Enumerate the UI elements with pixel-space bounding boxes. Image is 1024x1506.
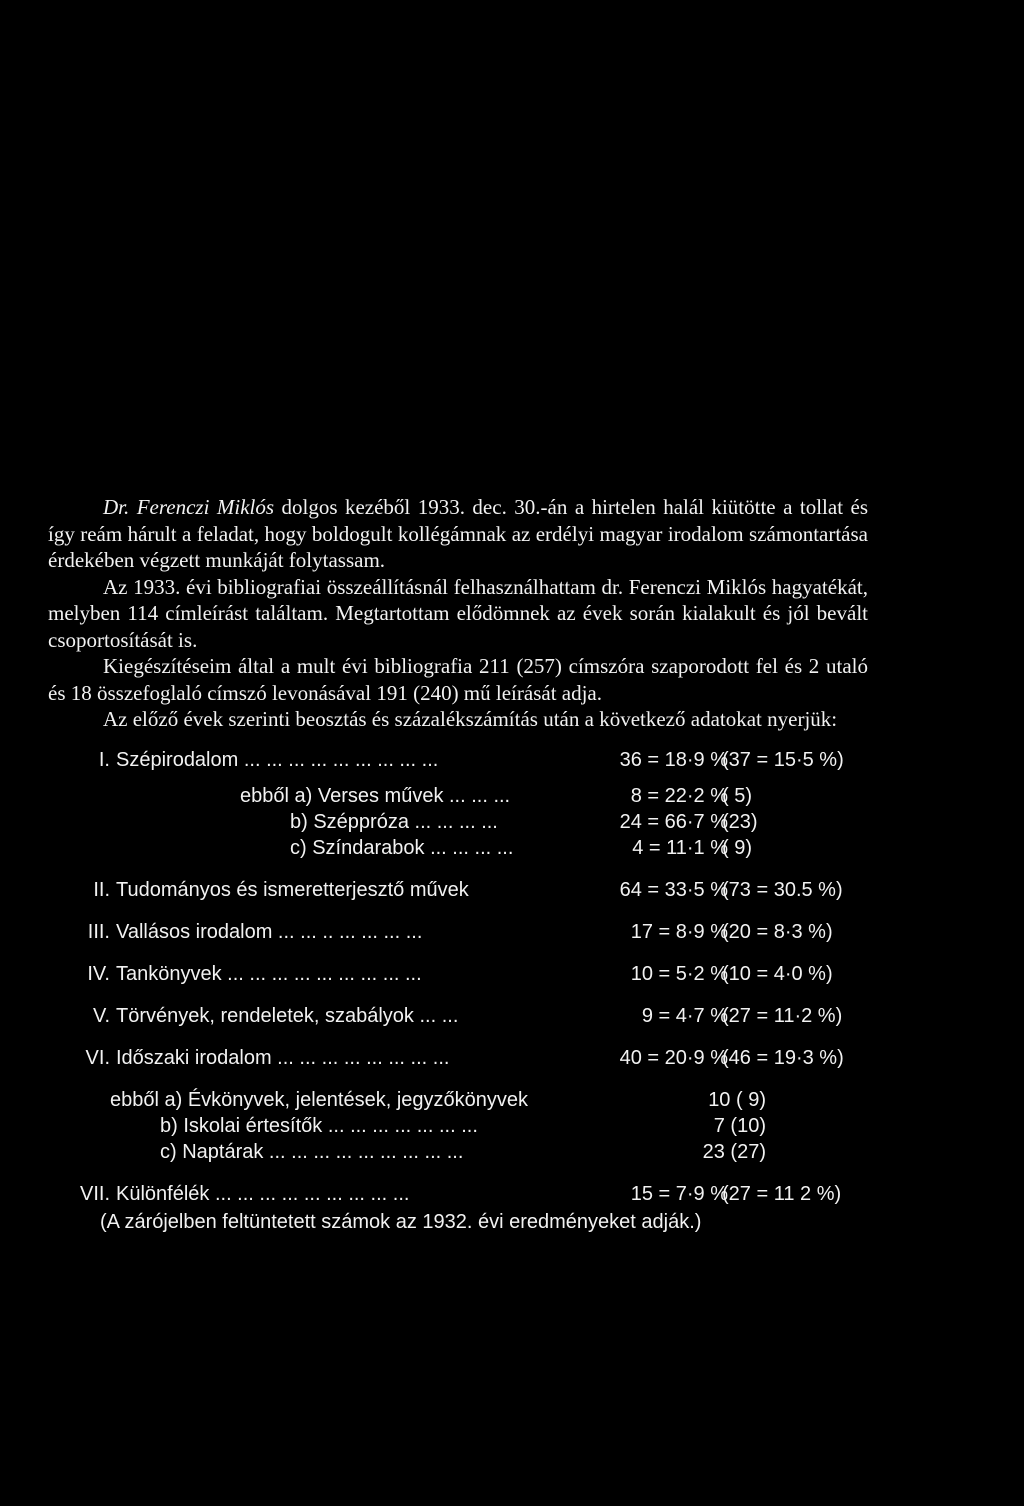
row-value: 15 = 7·9 %: [630, 1182, 728, 1205]
subrow-value: 7 (10): [713, 1114, 766, 1137]
row-value: 36 = 18·9 %: [619, 748, 728, 771]
paragraph-4: Az előző évek szerinti beosztás és százalékszámítás után a következő adatokat nyerjük:: [103, 707, 838, 731]
row-value: 17 = 8·9 %: [630, 920, 728, 943]
table-footnote: [48, 1209, 868, 1239]
row-previous: (10 = 4·0 %): [722, 962, 833, 985]
row-label: Különfélék ... ... ... ... ... ... ... ... ...: [116, 1182, 410, 1205]
row-number: III.: [87, 920, 110, 943]
subrow-value: 23 (27): [702, 1140, 766, 1163]
row-previous: (20 = 8·3 %): [722, 920, 833, 943]
paragraph-3: Kiegészítéseim által a mult évi bibliografia 211 (257) címszóra szaporodott fel és 2 utaló és 18 összefoglaló címszó levonásával 191 (240) mű leírását adja.: [48, 654, 868, 705]
row-previous: (37 = 15·5 %): [722, 748, 844, 771]
row-previous: (46 = 19·3 %): [722, 1046, 844, 1069]
subrow-value: 4 = 11·1 %: [632, 836, 728, 859]
table-subrow: [48, 1113, 868, 1139]
table-subrow: [48, 783, 868, 809]
subrow-label: c) Naptárak ... ... ... ... ... ... ... ... ...: [160, 1140, 464, 1163]
row-label: Vallásos irodalom ... ... .. ... ... ... ...: [116, 920, 423, 943]
row-label: Szépirodalom ... ... ... ... ... ... ... ... ...: [116, 748, 439, 771]
subrow-value: 24 = 66·7 %: [619, 810, 728, 833]
document-page: [48, 494, 868, 1239]
row-label: Törvények, rendeletek, szabályok ... ...: [116, 1004, 459, 1027]
table-row: [48, 919, 868, 945]
subrow-label: b) Iskolai értesítők ... ... ... ... ... ... ...: [160, 1114, 478, 1137]
statistics-table: [48, 747, 868, 1239]
paragraph-2: Az 1933. évi bibliografiai összeállításnál felhasználhattam dr. Ferenczi Miklós hagyatékát, melyben 114 címleírást találtam. Megtartottam elődömnek az évek során kialakult és jól bevált csoportosítását is.: [48, 574, 868, 652]
table-row: [48, 961, 868, 987]
subrow-previous: (23): [722, 810, 758, 833]
subrow-label: b) Széppróza ... ... ... ...: [290, 810, 498, 833]
footnote-text: (A zárójelben feltüntetett számok az 1932. évi eredményeket adják.): [100, 1210, 702, 1233]
row-number: VII.: [79, 1182, 110, 1205]
table-subrow: [48, 1087, 868, 1113]
subrow-label: c) Színdarabok ... ... ... ...: [290, 836, 514, 859]
row-value: 40 = 20·9 %: [619, 1046, 728, 1069]
row-previous: (27 = 11·2 %): [722, 1004, 843, 1027]
table-row: [48, 1181, 868, 1207]
subrow-label: ebből a) Évkönyvek, jelentések, jegyzőkönyvek: [110, 1088, 529, 1111]
row-previous: (27 = 11 2 %): [722, 1182, 842, 1205]
row-label: Tudományos és ismeretterjesztő művek: [116, 878, 469, 901]
intro-text: [48, 494, 868, 733]
table-subrow: [48, 835, 868, 861]
row-number: V.: [92, 1004, 110, 1027]
table-row: [48, 1045, 868, 1071]
table-subrow: [48, 809, 868, 835]
author-name: Dr. Ferenczi Miklós: [103, 495, 275, 519]
row-previous: (73 = 30.5 %): [722, 878, 843, 901]
row-label: Tankönyvek ... ... ... ... ... ... ... ... ...: [116, 962, 422, 985]
table-row: [48, 1003, 868, 1029]
subrow-value: 10 ( 9): [708, 1088, 766, 1111]
row-number: VI.: [85, 1046, 110, 1069]
subrow-value: 8 = 22·2 %: [630, 784, 728, 807]
table-subrow: [48, 1139, 868, 1165]
paragraph-1-text: dolgos kezéből 1933. dec. 30.-án a hirtelen halál kiütötte a tollat és így reám hárult a feladat, hogy boldogult kollégámnak az erdélyi magyar irodalom számontartása érdekében végzett munkáját folytassam.: [48, 495, 868, 572]
table-row: [48, 747, 868, 773]
row-number: I.: [98, 748, 110, 771]
subrow-previous: ( 5): [722, 784, 752, 807]
table-row: [48, 877, 868, 903]
paragraph-1: [48, 494, 868, 574]
row-label: Időszaki irodalom ... ... ... ... ... ... ... ...: [116, 1046, 450, 1069]
row-value: 10 = 5·2 %: [630, 962, 728, 985]
row-number: IV.: [87, 962, 110, 985]
row-value: 64 = 33·5 %: [619, 878, 728, 901]
subrow-label: ebből a) Verses művek ... ... ...: [240, 784, 511, 807]
row-value: 9 = 4·7 %: [641, 1004, 728, 1027]
subrow-previous: ( 9): [722, 836, 752, 859]
row-number: II.: [93, 878, 110, 901]
